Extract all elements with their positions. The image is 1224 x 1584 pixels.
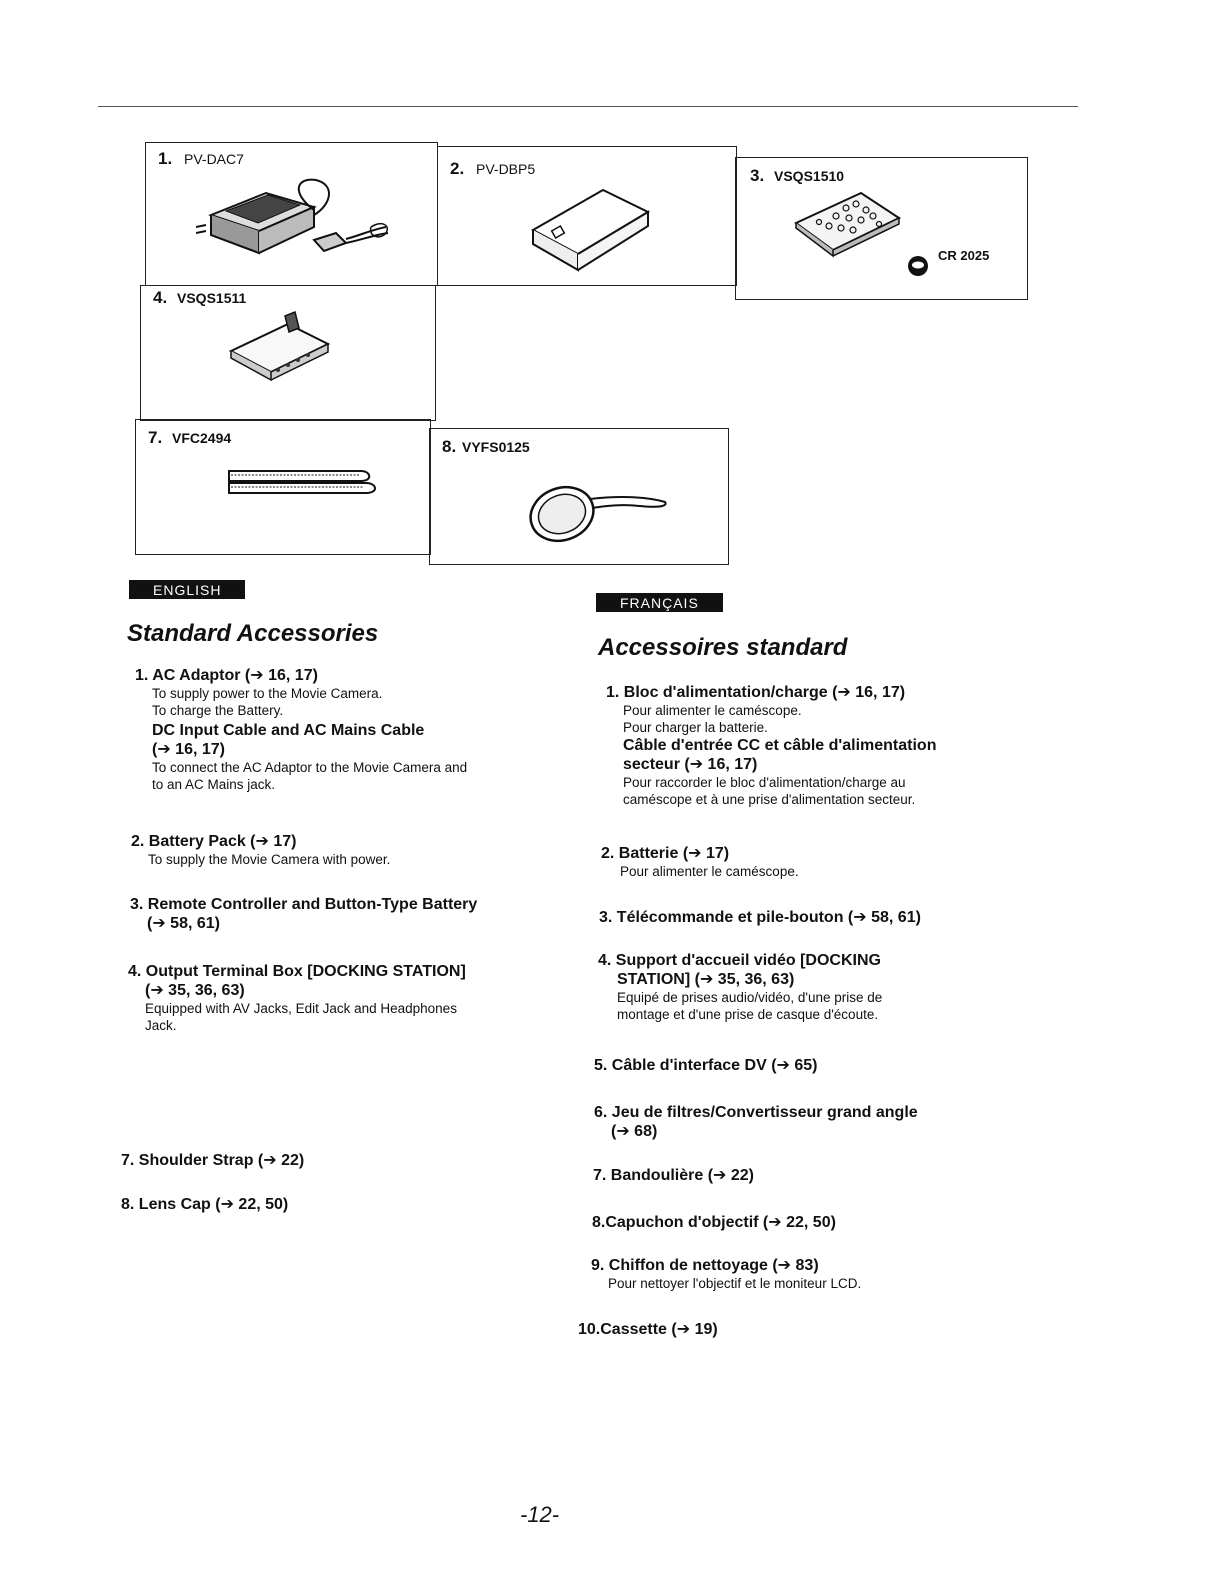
- francais-item-8: [592, 1213, 836, 1232]
- item-description: Jack.: [145, 1018, 177, 1033]
- english-section-title: Standard Accessories: [127, 620, 379, 647]
- item-description: To supply power to the Movie Camera.: [152, 686, 383, 701]
- francais-item-9: [591, 1256, 861, 1292]
- francais-item-7: [593, 1166, 754, 1185]
- francais-item-3: [599, 908, 921, 927]
- english-item-3: [130, 895, 477, 933]
- item-description: Pour charger la batterie.: [623, 720, 768, 735]
- item-description: montage et d'une prise de casque d'écoute.: [617, 1007, 879, 1022]
- accessory-cell-8: [429, 428, 729, 565]
- docking-station-illustration: [223, 306, 343, 386]
- accessory-model: PV-DAC7: [184, 151, 244, 167]
- item-heading: 3. Télécommande et pile-bouton (➔ 58, 61): [599, 909, 921, 926]
- accessory-number: 8.: [442, 437, 457, 456]
- item-description: Pour nettoyer l'objectif et le moniteur LCD.: [608, 1276, 862, 1291]
- francais-item-2: [601, 844, 799, 880]
- item-heading: STATION] (➔ 35, 36, 63): [617, 971, 795, 988]
- lens-cap-illustration: [520, 474, 670, 549]
- accessory-cell-3: [735, 157, 1028, 300]
- item-heading: (➔ 58, 61): [147, 915, 220, 932]
- item-description: To connect the AC Adaptor to the Movie Camera and: [152, 760, 468, 775]
- accessory-number: 2.: [450, 159, 465, 178]
- item-subheading: DC Input Cable and AC Mains Cable: [152, 722, 425, 739]
- item-description: Pour raccorder le bloc d'alimentation/charge au: [623, 775, 906, 790]
- english-item-8: [121, 1195, 288, 1214]
- item-heading: 9. Chiffon de nettoyage (➔ 83): [591, 1257, 819, 1274]
- accessory-number: 7.: [148, 428, 163, 447]
- item-description: Equipped with AV Jacks, Edit Jack and Headphones: [145, 1001, 457, 1016]
- accessory-number: 1.: [158, 149, 173, 168]
- item-heading: 5. Câble d'interface DV (➔ 65): [594, 1057, 818, 1074]
- item-description: Pour alimenter le caméscope.: [620, 864, 799, 879]
- francais-item-4: [598, 951, 882, 1023]
- shoulder-strap-illustration: [221, 465, 381, 505]
- accessory-model: VYFS0125: [462, 439, 530, 455]
- accessory-model: VFC2494: [172, 430, 232, 446]
- francais-item-6: [594, 1103, 918, 1141]
- accessory-cell-4: [140, 285, 436, 421]
- francais-item-10: [578, 1320, 718, 1339]
- page-number: -12-: [520, 1502, 560, 1527]
- item-heading: 10.Cassette (➔ 19): [578, 1321, 718, 1338]
- accessory-number: 4.: [153, 288, 168, 307]
- francais-item-5: [594, 1056, 818, 1075]
- item-heading: 6. Jeu de filtres/Convertisseur grand angle: [594, 1104, 918, 1121]
- item-heading: 4. Support d'accueil vidéo [DOCKING: [598, 952, 881, 969]
- english-item-2: [131, 832, 390, 868]
- item-description: Pour alimenter le caméscope.: [623, 703, 802, 718]
- item-heading: 1. Bloc d'alimentation/charge (➔ 16, 17): [606, 684, 906, 701]
- ac-adaptor-illustration: [196, 165, 396, 280]
- item-heading: 1. AC Adaptor (➔ 16, 17): [135, 667, 318, 684]
- item-heading: 2. Battery Pack (➔ 17): [131, 833, 297, 850]
- item-heading: 2. Batterie (➔ 17): [601, 845, 730, 862]
- item-heading: 8.Capuchon d'objectif (➔ 22, 50): [592, 1214, 836, 1231]
- accessory-cell-7: [135, 419, 431, 555]
- item-subheading: secteur (➔ 16, 17): [623, 756, 758, 773]
- accessory-model: PV-DBP5: [476, 161, 536, 177]
- item-description: to an AC Mains jack.: [152, 777, 276, 792]
- item-heading: 7. Bandoulière (➔ 22): [593, 1167, 754, 1184]
- accessory-model: VSQS1511: [177, 290, 247, 306]
- francais-language-tag: FRANÇAIS: [596, 593, 723, 612]
- item-description: caméscope et à une prise d'alimentation secteur.: [623, 792, 916, 807]
- francais-item-1: [606, 683, 936, 808]
- accessory-model: VSQS1510: [774, 168, 845, 184]
- item-subheading: (➔ 16, 17): [152, 741, 225, 758]
- english-item-1: [135, 666, 467, 793]
- battery-model-label: CR 2025: [938, 248, 990, 263]
- english-item-4: [128, 962, 466, 1034]
- item-subheading: Câble d'entrée CC et câble d'alimentation: [623, 737, 937, 754]
- item-heading: 3. Remote Controller and Button-Type Battery: [130, 896, 478, 913]
- item-heading: 7. Shoulder Strap (➔ 22): [121, 1152, 305, 1169]
- button-battery-icon: [906, 254, 930, 278]
- remote-controller-illustration: [791, 188, 906, 268]
- item-description: Equipé de prises audio/vidéo, d'une prise de: [617, 990, 883, 1005]
- english-language-tag: ENGLISH: [129, 580, 245, 599]
- top-rule: [98, 106, 1078, 107]
- item-description: To charge the Battery.: [152, 703, 284, 718]
- accessory-cell-2: [437, 146, 737, 286]
- accessory-number: 3.: [750, 166, 765, 185]
- english-item-7: [121, 1151, 304, 1170]
- battery-pack-illustration: [523, 182, 663, 282]
- accessory-cell-1: [145, 142, 438, 286]
- item-heading: 4. Output Terminal Box [DOCKING STATION]: [128, 963, 466, 980]
- item-heading: (➔ 68): [611, 1123, 658, 1140]
- item-heading: 8. Lens Cap (➔ 22, 50): [121, 1196, 289, 1213]
- item-description: To supply the Movie Camera with power.: [148, 852, 391, 867]
- francais-section-title: Accessoires standard: [598, 634, 848, 661]
- item-heading: (➔ 35, 36, 63): [145, 982, 245, 999]
